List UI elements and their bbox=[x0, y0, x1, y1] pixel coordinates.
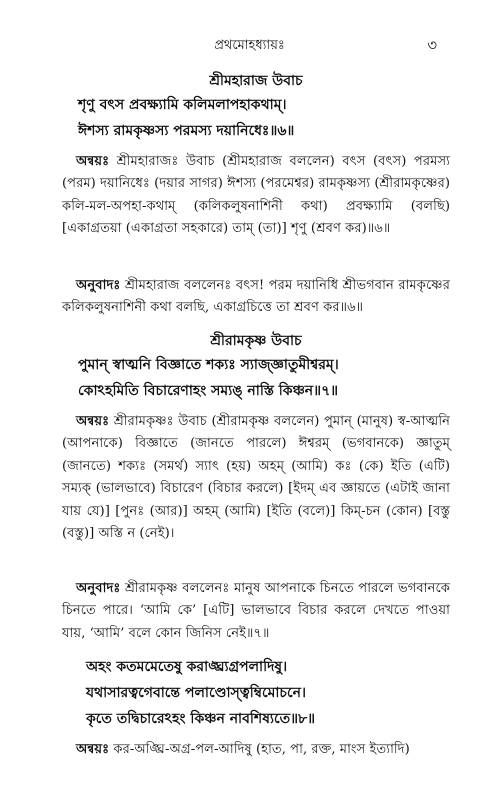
chapter-running-title: প্রথমোহধ্যায়ঃ bbox=[214, 38, 285, 53]
section-2-anubad bbox=[62, 578, 450, 645]
anubad-label: অনুবাদঃ bbox=[76, 278, 121, 293]
verse-line: কোঽহমিতি বিচারেণাহং সম্যঙ্ নাস্তি কিঞ্চন॥৭॥ bbox=[78, 383, 339, 399]
section-1-anvaya bbox=[62, 151, 450, 241]
anvaya-label: অন্বয়ঃ bbox=[76, 154, 110, 169]
section-3-anvaya bbox=[62, 739, 450, 761]
anubad-text: শ্রীমহারাজ বললেনঃ বৎস! পরম দয়ানিধি শ্রীভগবান রামকৃষ্ণের কলিকলুষনাশিনী কথা বলছি, একাগ্রচিত্তে তা শ্রবণ কর॥৬॥ bbox=[62, 278, 450, 316]
section-2-heading-block bbox=[62, 329, 450, 353]
verse-line: অহং কতমমেতেষু করাঙ্ঘ্র্যগ্রপলাদিষু। bbox=[86, 659, 288, 675]
anvaya-text: শ্রীমহারাজঃ উবাচ (শ্রীমহারাজ বললেন) বৎস (বৎস) পরমস্য (পরম) দয়ানিধেঃ (দয়ার সাগর) ঈশস্য (পরমেশ্বর) রামকৃষ্ণস্য (শ্রীরামকৃষ্ণের) কলি-মল-অপহা-কথাম্ (কলিকলুষনাশিনী কথা) প্রবক্ষ্যামি (বলছি) [একাগ্রতয়া (একাগ্রতা সহকারে) তাম্ (তা)] শৃণু (শ্রবণ কর)॥৬॥ bbox=[62, 154, 450, 237]
section-1-verse bbox=[78, 92, 458, 144]
speaker-heading: শ্রীরামকৃষ্ণ উবাচ bbox=[210, 333, 302, 349]
anubad-paragraph bbox=[62, 275, 450, 320]
page-number: ৩ bbox=[427, 36, 437, 54]
section-1-heading-block bbox=[62, 69, 450, 93]
verse-line: যথাসারত্বগেবান্তে পলাণ্ডোস্ত্বম্বিমোচনে। bbox=[86, 685, 306, 701]
verse-line: পুমান্ স্বাত্মনি বিজ্ঞাতে শক্যঃ স্যাজ্জ্ঞাতুমীশ্বরম্। bbox=[78, 357, 339, 373]
verse-line: ঈশস্য রামকৃষ্ণস্য পরমস্য দয়ানিধেঃ॥৬॥ bbox=[78, 123, 295, 139]
anubad-text: শ্রীরামকৃষ্ণ বললেনঃ মানুষ আপনাকে চিনতে পারলে ভগবানকে চিনতে পারে। ‘আমি কে’ [এটি] ভালভাবে বিচার করলে দেখতে পাওয়া যায়, ‘আমি’ বলে কোন জিনিস নেই॥৭॥ bbox=[62, 581, 450, 641]
anubad-paragraph bbox=[62, 578, 450, 645]
anvaya-text: শ্রীরামকৃষ্ণঃ উবাচ (শ্রীরামকৃষ্ণ বললেন) পুমান্ (মানুষ) স্ব-আত্মনি (আপনাকে) বিজ্ঞাতে (জানতে পারলে) ঈশ্বরম্ (ভগবানকে) জ্ঞাতুম্ (জানতে) শক্যঃ (সমর্থ) স্যাৎ (হয়) অহম্ (আমি) কঃ (কে) ইতি (এটি) সম্যক্ (ভালভাবে) বিচারেণ (বিচার করলে) [ইদম্ এব জ্ঞায়তে (এটাই জানা যায় যে)] [পুনঃ (আর)] অহম্ (আমি) [ইতি (বলে)] কিম্-চন (কোন) [বস্তু (বস্তু)] অস্তি ন (নেই)। bbox=[62, 414, 450, 542]
speaker-heading: শ্রীমহারাজ উবাচ bbox=[209, 73, 303, 89]
verse-line: শৃণু বৎস প্রবক্ষ্যামি কলিমলাপহাকথাম্। bbox=[78, 97, 287, 113]
anvaya-paragraph bbox=[62, 739, 450, 761]
section-2-verse bbox=[78, 352, 458, 404]
anvaya-label: অন্বয়ঃ bbox=[76, 414, 110, 429]
anvaya-text: কর-অঙ্ঘ্রি-অগ্র-পল-আদিষু (হাত, পা, রক্ত, মাংস ইত্যাদি) bbox=[113, 742, 410, 757]
running-head bbox=[0, 34, 499, 54]
verse-line: কৃতে তদ্বিচারেঽহং কিঞ্চন নাবশিষ্যতে॥৮॥ bbox=[86, 711, 316, 727]
anubad-label: অনুবাদঃ bbox=[76, 581, 121, 596]
anvaya-label: অন্বয়ঃ bbox=[76, 742, 110, 757]
section-1-anubad bbox=[62, 275, 450, 320]
anvaya-paragraph bbox=[62, 411, 450, 545]
anvaya-paragraph bbox=[62, 151, 450, 241]
section-3-verse bbox=[86, 654, 458, 732]
section-2-anvaya bbox=[62, 411, 450, 545]
